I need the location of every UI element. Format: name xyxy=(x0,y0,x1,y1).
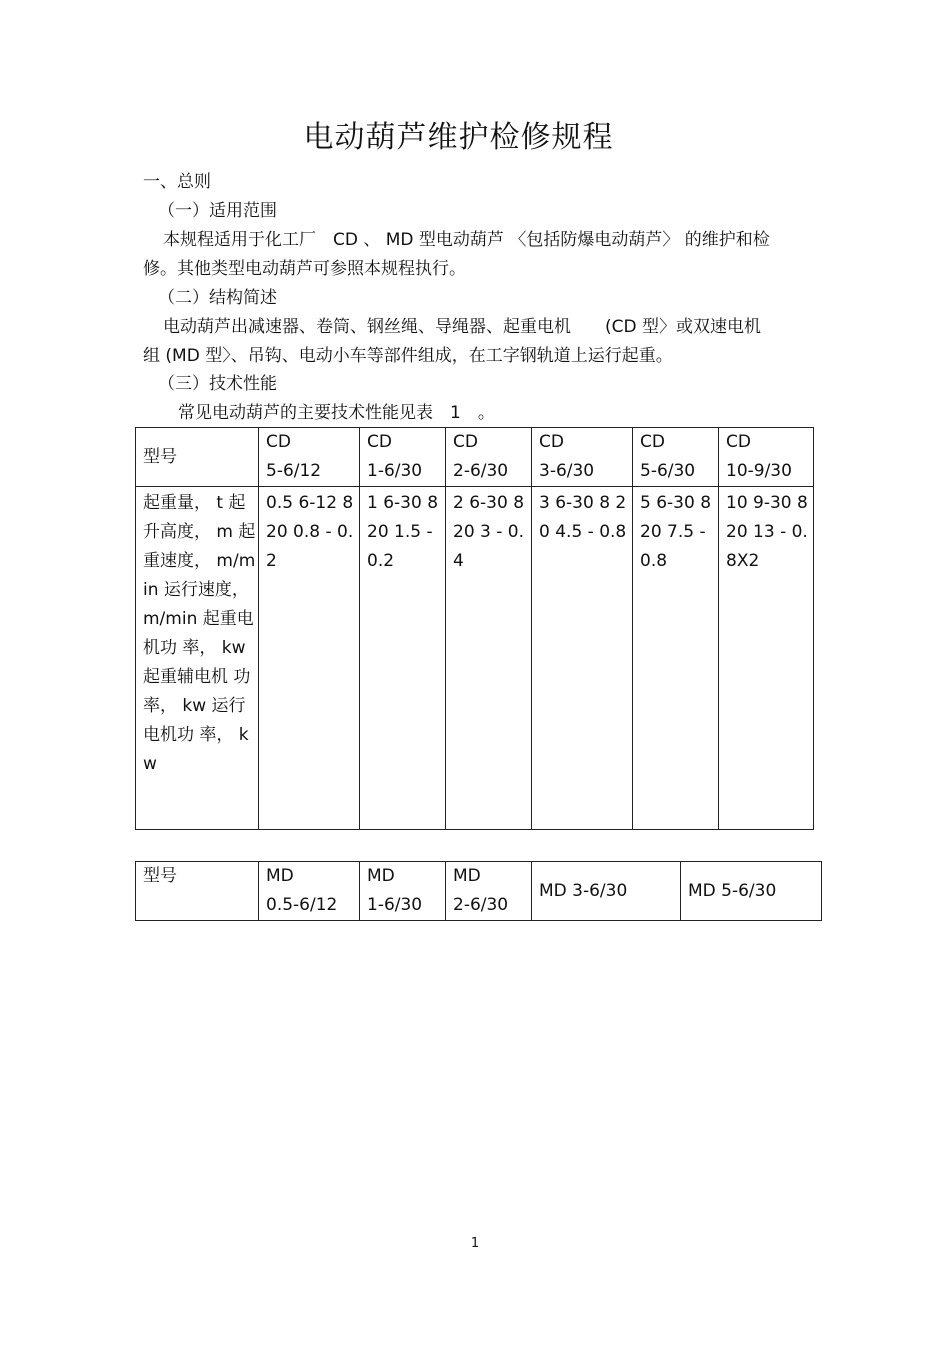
model-spec: 2-6/30 xyxy=(453,895,509,915)
scope-paragraph-line-1: 本规程适用于化工厂 CD 、 MD 型电动葫芦 〈包括防爆电动葫芦〉 的维护和检 xyxy=(163,230,770,250)
cd-model-cell xyxy=(259,428,360,487)
md-model-label-cell xyxy=(136,862,259,921)
cd-model-label-cell xyxy=(136,428,259,487)
structure-paragraph-line-2: 组 (MD 型〉、吊钩、电动小车等部件组成，在工字钢轨道上运行起重。 xyxy=(143,346,673,366)
subheading-performance: （三）技术性能 xyxy=(158,374,277,394)
model-spec: 3-6/30 xyxy=(539,461,595,481)
cd-values-column: 1 6-30 8 20 1.5 - 0.2 xyxy=(360,487,446,830)
md-model-label: 型号 xyxy=(143,866,177,886)
model-prefix: CD xyxy=(539,432,564,452)
model-spec: MD 5-6/30 xyxy=(688,880,777,901)
subheading-scope: （一）适用范围 xyxy=(158,201,277,221)
model-prefix: MD xyxy=(367,866,395,886)
model-prefix: MD xyxy=(266,866,294,886)
document-title: 电动葫芦维护检修规程 xyxy=(303,120,614,155)
model-spec: MD 3-6/30 xyxy=(539,880,628,901)
md-table-header-row xyxy=(136,862,822,921)
model-prefix: CD xyxy=(367,432,392,452)
cd-table-data-row xyxy=(136,487,814,830)
subheading-structure: （二）结构简述 xyxy=(158,288,277,308)
md-model-cell xyxy=(259,862,360,921)
model-prefix: CD xyxy=(266,432,291,452)
cd-model-cell xyxy=(360,428,446,487)
cd-model-cell xyxy=(446,428,532,487)
parameter-labels: 起重量， t 起升高度， m 起重速度， m/min 运行速度， m/min 起重电机功 率， kw 起重辅电机 功率， kw 运行电机功 率， kw xyxy=(136,487,259,830)
md-model-cell xyxy=(360,862,446,921)
md-model-cell xyxy=(681,862,822,921)
md-spec-table xyxy=(135,861,822,921)
md-model-cell xyxy=(532,862,681,921)
model-spec: 10-9/30 xyxy=(726,461,792,481)
section-heading-general: 一、总则 xyxy=(143,172,211,192)
cd-model-label: 型号 xyxy=(143,446,177,467)
model-prefix: CD xyxy=(726,432,751,452)
cd-model-cell xyxy=(633,428,719,487)
model-spec: 2-6/30 xyxy=(453,461,509,481)
cd-values-column: 2 6-30 8 20 3 - 0.4 xyxy=(446,487,532,830)
model-spec: 0.5-6/12 xyxy=(266,895,338,915)
model-prefix: CD xyxy=(640,432,665,452)
cd-values-column: 10 9-30 8 20 13 - 0.8X2 xyxy=(719,487,814,830)
cd-spec-table xyxy=(135,427,814,830)
cd-table-header-row xyxy=(136,428,814,487)
model-prefix: MD xyxy=(453,866,481,886)
model-spec: 5-6/30 xyxy=(640,461,696,481)
model-spec: 5-6/12 xyxy=(266,461,322,481)
cd-model-cell xyxy=(719,428,814,487)
cd-values-column: 5 6-30 8 20 7.5 - 0.8 xyxy=(633,487,719,830)
cd-model-cell xyxy=(532,428,633,487)
page-number: 1 xyxy=(470,1236,480,1251)
table-intro: 常见电动葫芦的主要技术性能见表 1 。 xyxy=(178,403,495,423)
md-model-cell xyxy=(446,862,532,921)
model-prefix: CD xyxy=(453,432,478,452)
model-spec: 1-6/30 xyxy=(367,461,423,481)
cd-values-column: 0.5 6-12 8 20 0.8 - 0.2 xyxy=(259,487,360,830)
cd-values-column: 3 6-30 8 20 4.5 - 0.8 xyxy=(532,487,633,830)
scope-paragraph-line-2: 修。其他类型电动葫芦可参照本规程执行。 xyxy=(143,259,466,279)
model-spec: 1-6/30 xyxy=(367,895,423,915)
structure-paragraph-line-1: 电动葫芦出减速器、卷筒、钢丝绳、导绳器、起重电机 (CD 型〉或双速电机 xyxy=(163,317,761,337)
